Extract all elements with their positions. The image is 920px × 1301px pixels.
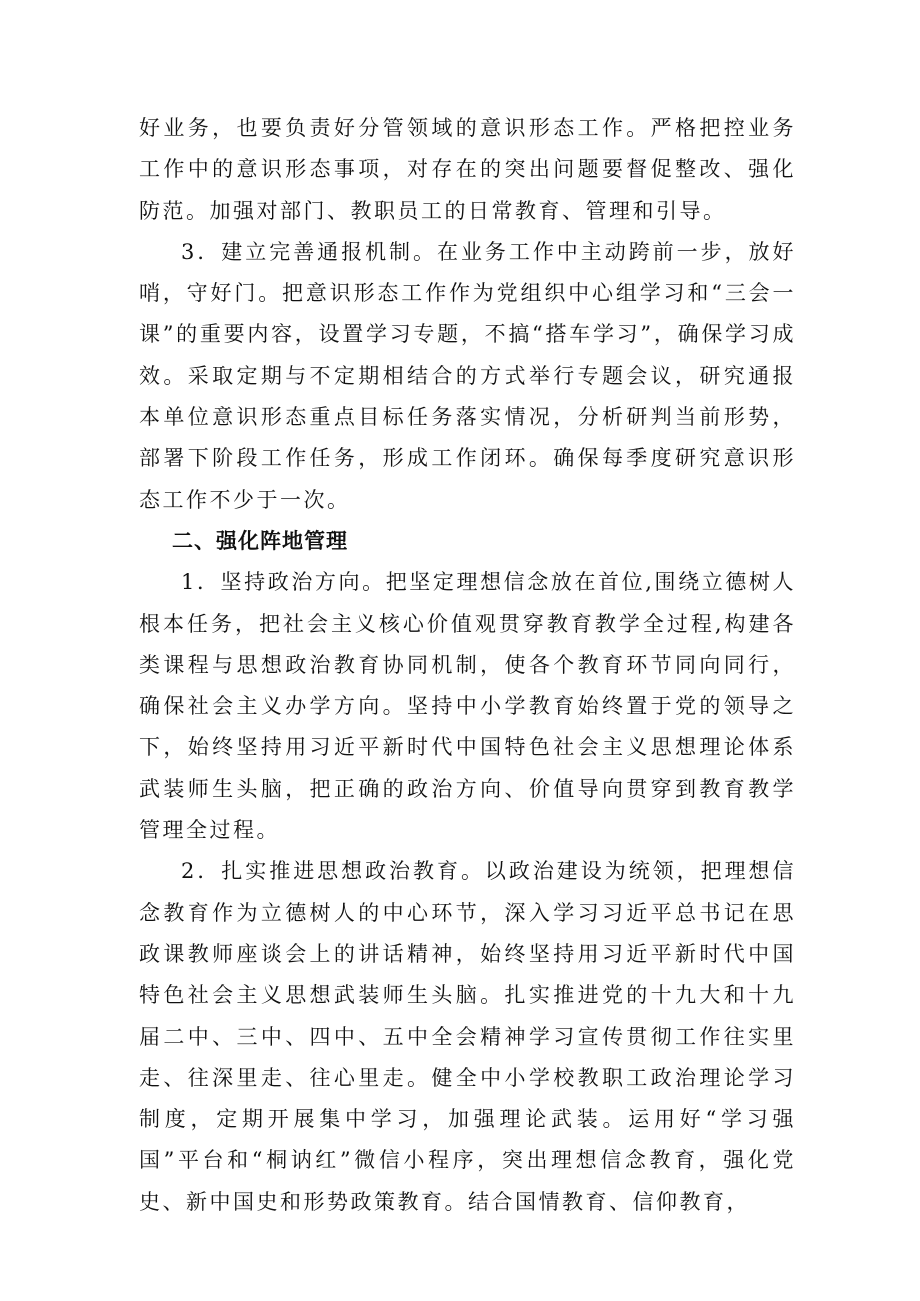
- section-heading-2: 二、强化阵地管理: [172, 528, 348, 553]
- paragraph-item-1-political-direction: 1．坚持政治方向。把坚定理想信念放在首位,围绕立德树人根本任务，把社会主义核心价值观贯穿教育教学全过程,构建各类课程与思想政治教育协同机制，使各个教育环节同向同行，确保社会主义办学方向。坚持中小学教育始终置于党的领导之下，始终坚持用习近平新时代中国特色社会主义思想理论体系武装师生头脑，把正确的政治方向、价值导向贯穿到教育教学管理全过程。: [139, 570, 796, 843]
- paragraph-item-2-ideological-education: 2．扎实推进思想政治教育。以政治建设为统领，把理想信念教育作为立德树人的中心环节，深入学习习近平总书记在思政课教师座谈会上的讲话精神，始终坚持用习近平新时代中国特色社会主义思想武装师生头脑。扎实推进党的十九大和十九届二中、三中、四中、五中全会精神学习宣传贯彻工作往实里走、往深里走、往心里走。健全中小学校教职工政治理论学习制度，定期开展集中学习，加强理论武装。运用好“学习强国”平台和“桐讷红”微信小程序，突出理想信念教育，强化党史、新中国史和形势政策教育。结合国情教育、信仰教育，: [139, 859, 796, 1214]
- document-body: [139, 108, 796, 1223]
- paragraph-continued: 好业务，也要负责好分管领域的意识形态工作。严格把控业务工作中的意识形态事项，对存在的突出问题要督促整改、强化防范。加强对部门、教职员工的日常教育、管理和引导。: [139, 116, 796, 223]
- paragraph-item-3-reporting-mechanism: 3．建立完善通报机制。在业务工作中主动跨前一步，放好哨，守好门。把意识形态工作作为党组织中心组学习和“三会一课”的重要内容，设置学习专题，不搞“搭车学习”，确保学习成效。采取定期与不定期相结合的方式举行专题会议，研究通报本单位意识形态重点目标任务落实情况，分析研判当前形势，部署下阶段工作任务，形成工作闭环。确保每季度研究意识形态工作不少于一次。: [139, 239, 796, 512]
